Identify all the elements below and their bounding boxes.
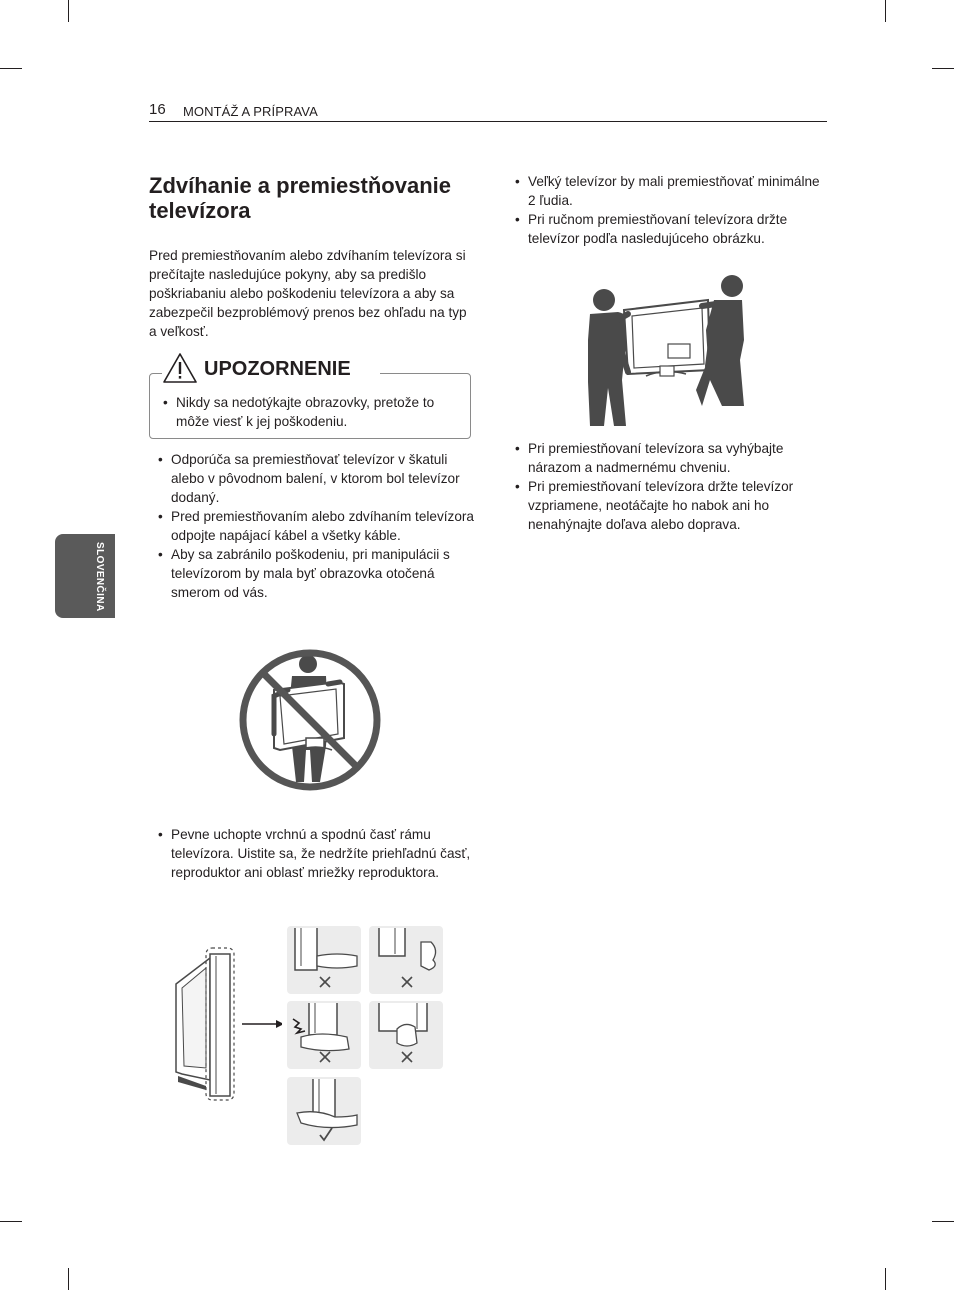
bullet-list-people (506, 172, 826, 248)
check-mark-icon (320, 1128, 332, 1140)
list-item: • Pri premiestňovaní televízora držte televízor vzpriamene, neotáčajte ho nabok ani ho nenahýnajte doľava alebo doprava. (515, 479, 794, 532)
page-header (149, 101, 827, 122)
crop-mark (932, 1221, 954, 1222)
warning-triangle-icon (162, 352, 198, 384)
bullet-list-movement (506, 439, 826, 534)
list-item: • Odporúča sa premiestňovať televízor v škatuli alebo v pôvodnom balení, v ktorom bol televízor dodaný. (158, 452, 460, 505)
bullet-list-grip (149, 825, 479, 882)
section-title: MONTÁŽ A PRÍPRAVA (183, 104, 318, 119)
grip-panel-correct (287, 1077, 361, 1145)
language-tab (55, 534, 115, 618)
crop-mark (0, 1221, 22, 1222)
cross-mark-icon (402, 1052, 412, 1062)
tv-side-illustration (170, 946, 282, 1104)
cross-mark-icon (320, 977, 330, 987)
warning-header (162, 352, 380, 384)
cross-mark-icon (320, 1052, 330, 1062)
page-number: 16 (149, 101, 166, 118)
prohibition-illustration (236, 646, 384, 794)
crop-mark (885, 1268, 886, 1290)
list-item: • Pevne uchopte vrchnú a spodnú časť rámu televízora. Uistite sa, že nedržíte priehľadnú časť, reproduktor ani oblasť mriežky reproduktora. (158, 827, 471, 880)
crop-mark (0, 68, 22, 69)
crop-mark (68, 1268, 69, 1290)
list-item: • Pred premiestňovaním alebo zdvíhaním televízora odpojte napájací kábel a všetky káble. (158, 509, 474, 543)
warning-title: UPOZORNENIE (204, 358, 351, 380)
grip-panel-wrong-4 (369, 1001, 443, 1069)
arrow-right-icon (242, 1020, 282, 1028)
list-item: • Aby sa zabránilo poškodeniu, pri manipulácii s televízorom by mala byť obrazovka otočená smerom od vás. (158, 547, 450, 600)
warning-item: • Nikdy sa nedotýkajte obrazovky, pretože to môže viesť k jej poškodeniu. (163, 395, 435, 429)
two-people-carrying-tv-illustration (584, 270, 746, 430)
page-title: Zdvíhanie a premiestňovanie televízora (149, 173, 451, 223)
list-item: • Pri ručnom premiestňovaní televízora držte televízor podľa nasledujúceho obrázku. (515, 212, 788, 246)
cross-mark-icon (402, 977, 412, 987)
intro-paragraph: Pred premiestňovaním alebo zdvíhaním televízora si prečítajte nasledujúce pokyny, aby sa predišlo poškriabaniu alebo poškodeniu televízora a aby sa zabezpečil bezproblémový prenos bez ohľadu na typ a veľkosť. (149, 248, 467, 339)
warning-box (149, 358, 471, 439)
bullet-list-handling (149, 450, 479, 602)
list-item: • Pri premiestňovaní televízora sa vyhýbajte nárazom a nadmernému chveniu. (515, 441, 784, 475)
language-tab-label: SLOVENČINA (94, 542, 105, 612)
grip-panel-wrong-2 (369, 926, 443, 994)
grip-panel-wrong-1 (287, 926, 361, 994)
crop-mark (68, 0, 69, 22)
list-item: • Veľký televízor by mali premiestňovať minimálne 2 ľudia. (515, 174, 820, 208)
crop-mark (885, 0, 886, 22)
crop-mark (932, 68, 954, 69)
prohibition-icon (243, 653, 377, 787)
grip-panel-wrong-3 (287, 1001, 361, 1069)
